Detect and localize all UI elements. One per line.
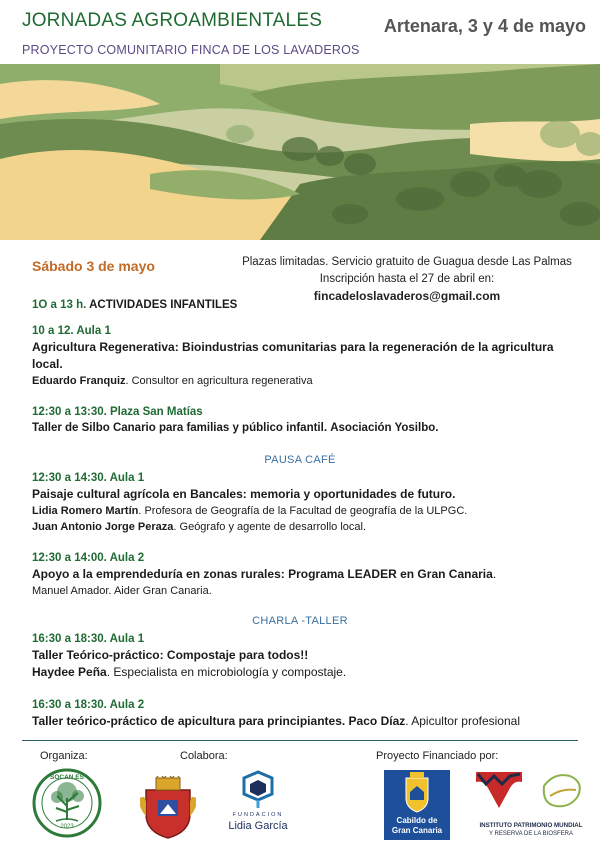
activity-speaker: Haydee Peña. Especialista en microbiología y compostaje.	[32, 665, 347, 679]
activity-title: Paisaje cultural agrícola en Bancales: memoria y oportunidades de futuro.	[32, 487, 456, 501]
activity-silbo	[32, 404, 584, 436]
activity-title: Taller teórico-práctico de apicultura para principiantes. Paco Díaz. Apicultor profesional	[32, 714, 520, 728]
activity-time: 12:30 a 14:00. Aula 2	[32, 552, 145, 564]
activity-time: 12:30 a 13:30. Plaza San Matías	[32, 406, 203, 418]
day-heading: Sábado 3 de mayo	[32, 258, 155, 274]
talk-workshop-label: CHARLA -TALLER	[252, 615, 348, 627]
socan-logo	[32, 768, 102, 838]
kids-label: ACTIVIDADES INFANTILES	[89, 299, 238, 311]
event-date: Artenara, 3 y 4 de mayo	[383, 16, 586, 36]
activity-time: 12:30 a 14:30. Aula 1	[32, 472, 145, 484]
instituto-line2: Y RESERVA DE LA BIOSFERA	[488, 831, 574, 837]
kids-activities	[32, 297, 584, 313]
activity-compost	[32, 631, 584, 680]
activity-title: Taller Teórico-práctico: Compostaje para todos!!	[32, 648, 309, 662]
organiza-label: Organiza:	[40, 750, 88, 762]
activity-time: 16:30 a 18:30. Aula 2	[32, 699, 145, 711]
activity-speaker: Juan Antonio Jorge Peraza. Geógrafo y agente de desarrollo local.	[32, 521, 367, 533]
instituto-patrimonio-logo	[466, 766, 596, 842]
cabildo-line1: Cabildo de	[396, 816, 438, 825]
instituto-line1: INSTITUTO PATRIMONIO MUNDIAL	[479, 822, 583, 829]
colabora-label: Colabora:	[180, 750, 228, 762]
fundacion-lidia-garcia-logo	[218, 770, 298, 840]
activity-leader	[32, 550, 584, 599]
lidia-garcia-name: Lidia García	[228, 820, 288, 832]
info-line-places: Plazas limitadas. Servicio gratuito de Guagua desde Las Palmas	[242, 256, 572, 268]
activity-apiculture	[32, 697, 584, 729]
activity-speaker: Lidia Romero Martín. Profesora de Geografía de la Facultad de geografía de la ULPGC.	[32, 505, 468, 517]
coffee-break-label: PAUSA CAFÉ	[264, 454, 336, 466]
socan-name: SOCAN.ES	[50, 774, 84, 781]
kids-time: 1O a 13 h.	[32, 299, 87, 311]
activity-time: 16:30 a 18:30. Aula 1	[32, 633, 145, 645]
landscape-illustration	[0, 64, 600, 240]
activity-title: Agricultura Regenerativa: Bioindustrias comunitarias para la regeneración de la agricultura local.	[32, 340, 554, 371]
socan-year: 2023	[60, 824, 74, 830]
info-line-deadline: Inscripción hasta el 27 de abril en:	[319, 273, 495, 285]
activity-bancales	[32, 470, 584, 535]
footer-divider	[22, 740, 578, 741]
cabildo-line2: Gran Canaria	[391, 826, 443, 835]
activity-title: Apoyo a la emprendeduría en zonas rurales: Programa LEADER en Gran Canaria.	[32, 567, 497, 581]
event-title: JORNADAS AGROAMBIENTALES	[22, 10, 323, 31]
fundacion-label: FUNDACION	[232, 812, 284, 818]
activity-regenerative	[32, 323, 584, 389]
artenara-coat-of-arms	[140, 776, 196, 840]
cabildo-gran-canaria-logo	[384, 770, 450, 840]
project-subtitle: PROYECTO COMUNITARIO FINCA DE LOS LAVADEROS	[22, 43, 360, 57]
activity-time: 10 a 12. Aula 1	[32, 325, 111, 337]
activity-title: Taller de Silbo Canario para familias y público infantil. Asociación Yosilbo.	[32, 422, 439, 434]
financiado-label: Proyecto Financiado por:	[376, 750, 499, 762]
contact-email[interactable]: fincadeloslavaderos@gmail.com	[313, 289, 501, 303]
activity-speaker: Eduardo Franquiz. Consultor en agricultura regenerativa	[32, 375, 313, 387]
activity-speaker: Manuel Amador. Aider Gran Canaria.	[32, 585, 212, 597]
